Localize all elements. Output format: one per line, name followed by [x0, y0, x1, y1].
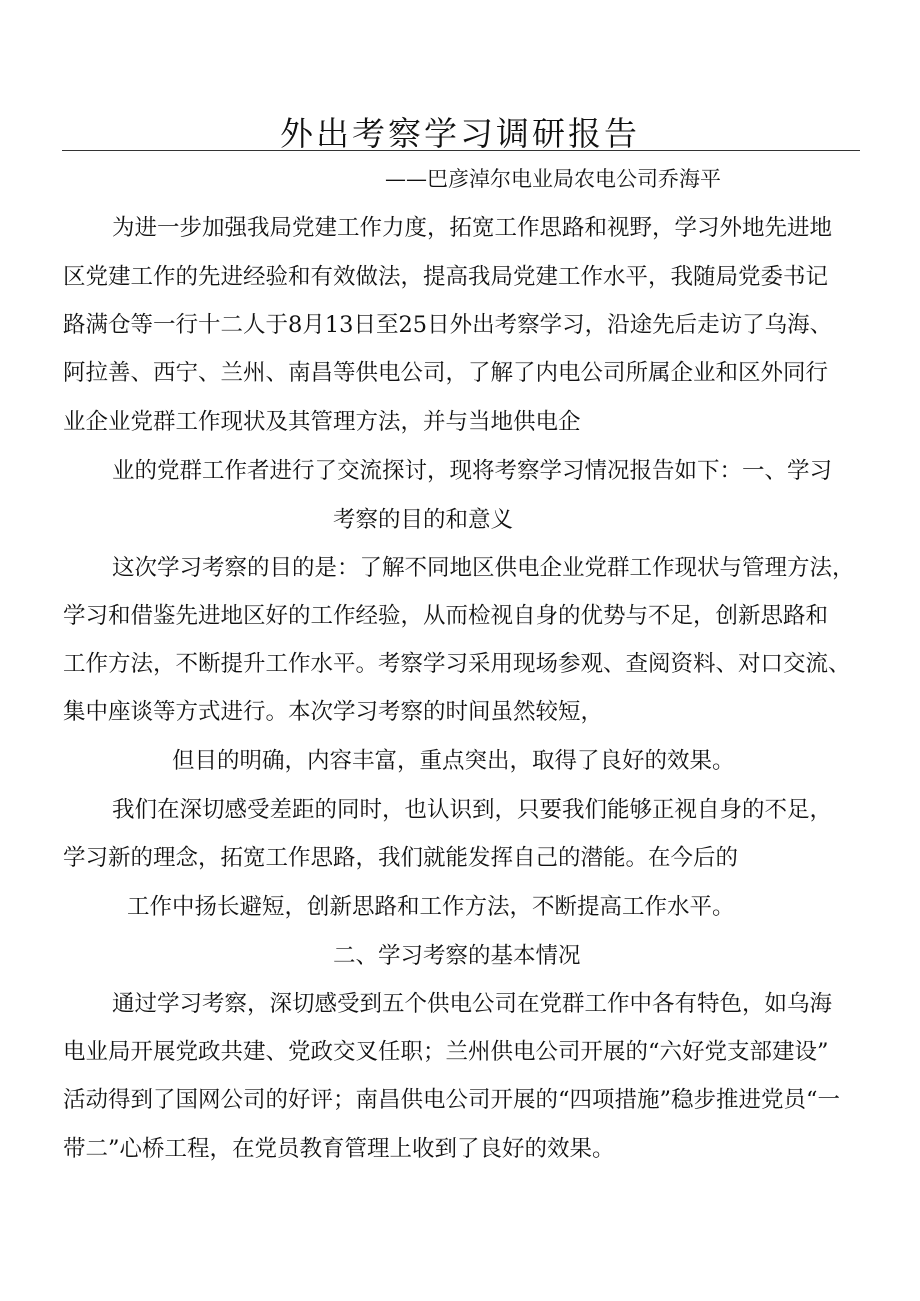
section-heading: 二、学习考察的基本情况 [333, 943, 581, 969]
paragraph-line: 集中座谈等方式进行。本次学习考察的时间虽然较短， [63, 699, 604, 725]
paragraph-line: 工作中扬长避短，创新思路和工作方法，不断提高工作水平。 [127, 894, 735, 920]
paragraph-line: 为进一步加强我局党建工作力度，拓宽工作思路和视野，学习外地先进地 [112, 215, 833, 241]
paragraph-line: 学习和借鉴先进地区好的工作经验，从而检视自身的优势与不足，创新思路和 [63, 603, 829, 629]
paragraph-line: 电业局开展党政共建、党政交叉任职；兰州供电公司开展的“六好党支部建设” [63, 1039, 829, 1065]
paragraph-line: 我们在深切感受差距的同时，也认识到，只要我们能够正视自身的不足， [112, 797, 833, 823]
paragraph-line: 这次学习考察的目的是：了解不同地区供电企业党群工作现状与管理方法， [112, 555, 855, 581]
paragraph-line: 阿拉善、西宁、兰州、南昌等供电公司，了解了内电公司所属企业和区外同行 [63, 360, 829, 386]
paragraph-line: 通过学习考察，深切感受到五个供电公司在党群工作中各有特色，如乌海 [112, 991, 833, 1017]
paragraph-line: 活动得到了国网公司的好评；南昌供电公司开展的“四项措施”稳步推进党员“一 [63, 1087, 841, 1113]
paragraph-line: 业的党群工作者进行了交流探讨，现将考察学习情况报告如下：一、学习 [112, 458, 833, 484]
document-title: 外出考察学习调研报告 [280, 114, 640, 153]
paragraph-line: 区党建工作的先进经验和有效做法，提高我局党建工作水平，我随局党委书记 [63, 264, 829, 290]
paragraph-line: 工作方法，不断提升工作水平。考察学习采用现场参观、查阅资料、对口交流、 [63, 651, 851, 677]
title-divider [62, 150, 860, 151]
paragraph-line: 带二”心桥工程，在党员教育管理上收到了良好的效果。 [63, 1136, 615, 1162]
paragraph-line: 学习新的理念，拓宽工作思路，我们就能发挥自己的潜能。在今后的 [63, 845, 739, 871]
paragraph-line: 但目的明确，内容丰富，重点突出，取得了良好的效果。 [172, 748, 735, 774]
section-heading: 考察的目的和意义 [333, 507, 514, 533]
paragraph-line: 路满仓等一行十二人于8月13日至25日外出考察学习，沿途先后走访了乌海、 [63, 312, 833, 338]
paragraph-line: 业企业党群工作现状及其管理方法，并与当地供电企 [63, 409, 581, 435]
author-line: ——巴彦淖尔电业局农电公司乔海平 [385, 167, 721, 191]
